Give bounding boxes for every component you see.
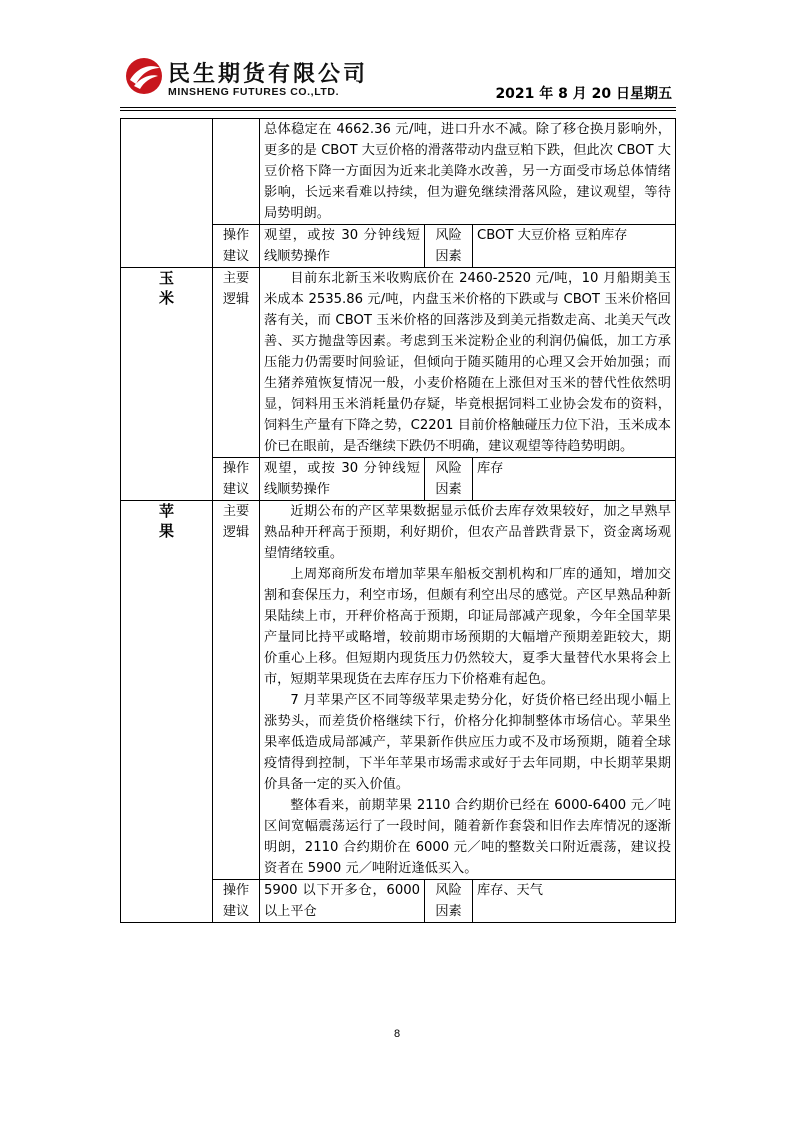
apple-name-cell (121, 501, 213, 923)
minsheng-logo-icon (124, 56, 164, 96)
report-date: 2021 年 8 月 20 日星期五 (495, 86, 672, 102)
corn-op-label: 操作建议 (213, 458, 260, 501)
corn-logic-cell (260, 268, 676, 458)
soymeal-op-text: 观望，或按 30 分钟线短线顺势操作 (260, 225, 425, 268)
corn-logic-text: 目前东北新玉米收购底价在 2460-2520 元/吨，10 月船期美玉米成本 2535.86 元/吨，内盘玉米价格的下跌或与 CBOT 玉米价格回落有关，而 CBOT 玉米价格的回落涉及到美元指数走高、北美天气改善、买方抛盘等因素。考虑到玉米淀粉企业的利润仍偏低，加工方承压能力仍需要时间验证，但倾向于随买随用的心理又会开始加强；而生猪养殖恢复情况一般，小麦价格随在上涨但对玉米的替代性依然明显，饲料用玉米消耗量仍存疑，毕竟根据饲料工业协会发布的资料，饲料生产量有下降之势，C2201 目前价格触碰压力位下沿，玉米成本价已在眼前，是否继续下跌仍不明确，建议观望等待趋势明朗。 (264, 271, 671, 454)
apple-logic-para: 上周郑商所发布增加苹果车船板交割机构和厂库的通知，增加交割和套保压力，利空市场，但颇有利空出尽的感觉。产区早熟品种新果陆续上市，开秤价格高于预期，印证局部减产现象，今年全国苹果产量同比持平或略增，较前期市场预期的大幅增产预期差距较大，期价重心上移。但短期内现货压力仍然较大，夏季大量替代水果将会上市，短期苹果现货在去库存压力下价格难有起色。 (264, 567, 671, 687)
corn-logic-label: 主要逻辑 (213, 268, 260, 458)
apple-logic-para: 7 月苹果产区不同等级苹果走势分化，好货价格已经出现小幅上涨势头，而差货价格继续下行，价格分化抑制整体市场信心。苹果坐果率低造成局部减产，苹果新作供应压力或不及市场预期，随着全球疫情得到控制，下半年苹果市场需求或好于去年同期，中长期苹果期价具备一定的买入价值。 (264, 693, 671, 792)
corn-logic-row (121, 268, 676, 458)
soymeal-risk-text: CBOT 大豆价格 豆粕库存 (473, 225, 676, 268)
apple-name: 苹果 (158, 502, 174, 540)
corn-op-text: 观望，或按 30 分钟线短线顺势操作 (260, 458, 425, 501)
corn-name-cell (121, 268, 213, 501)
company-name-en: MINSHENG FUTURES CO.,LTD. (168, 86, 340, 98)
apple-risk-text: 库存、天气 (473, 880, 676, 923)
soymeal-logic-label-cell (213, 119, 260, 225)
soymeal-logic-text: 总体稳定在 4662.36 元/吨，进口升水不减。除了移仓换月影响外，更多的是 CBOT 大豆价格的滑落带动内盘豆粕下跌，但此次 CBOT 大豆价格下降一方面因为近来北美降水改善，另一方面受市场总体情绪影响，长远来看难以持续，但为避免继续滑落风险，建议观望，等待局势明朗。 (264, 122, 671, 221)
corn-risk-label: 风险因素 (425, 458, 473, 501)
apple-logic-para: 整体看来，前期苹果 2110 合约期价已经在 6000-6400 元／吨区间宽幅震荡运行了一段时间，随着新作套袋和旧作去库情况的逐渐明朗，2110 合约期价在 6000 元／吨的整数关口附近震荡，建议投资者在 5900 元／吨附近逢低买入。 (264, 798, 671, 876)
corn-name: 玉米 (158, 269, 174, 307)
soymeal-risk-label: 风险因素 (425, 225, 473, 268)
apple-risk-label: 风险因素 (425, 880, 473, 923)
soymeal-name-cell (121, 119, 213, 268)
company-logo (124, 54, 369, 102)
page-number: 8 (393, 1028, 401, 1040)
company-name-cn: 民生期货有限公司 (168, 62, 369, 87)
corn-risk-text: 库存 (473, 458, 676, 501)
apple-logic-para: 近期公布的产区苹果数据显示低价去库存效果较好，加之早熟早熟品种开秤高于预期，利好期价，但农产品普跌背景下，资金离场观望情绪较重。 (264, 504, 671, 561)
apple-op-text: 5900 以下开多仓，6000 以上平仓 (260, 880, 425, 923)
commodity-table (120, 118, 676, 923)
apple-logic-cell (260, 501, 676, 880)
apple-logic-label: 主要逻辑 (213, 501, 260, 880)
header-rule (120, 107, 676, 108)
soymeal-logic-cell (260, 119, 676, 225)
apple-logic-row (121, 501, 676, 880)
soymeal-op-label: 操作建议 (213, 225, 260, 268)
header-rule-thick (120, 110, 676, 111)
soymeal-logic-row (121, 119, 676, 225)
apple-op-label: 操作建议 (213, 880, 260, 923)
